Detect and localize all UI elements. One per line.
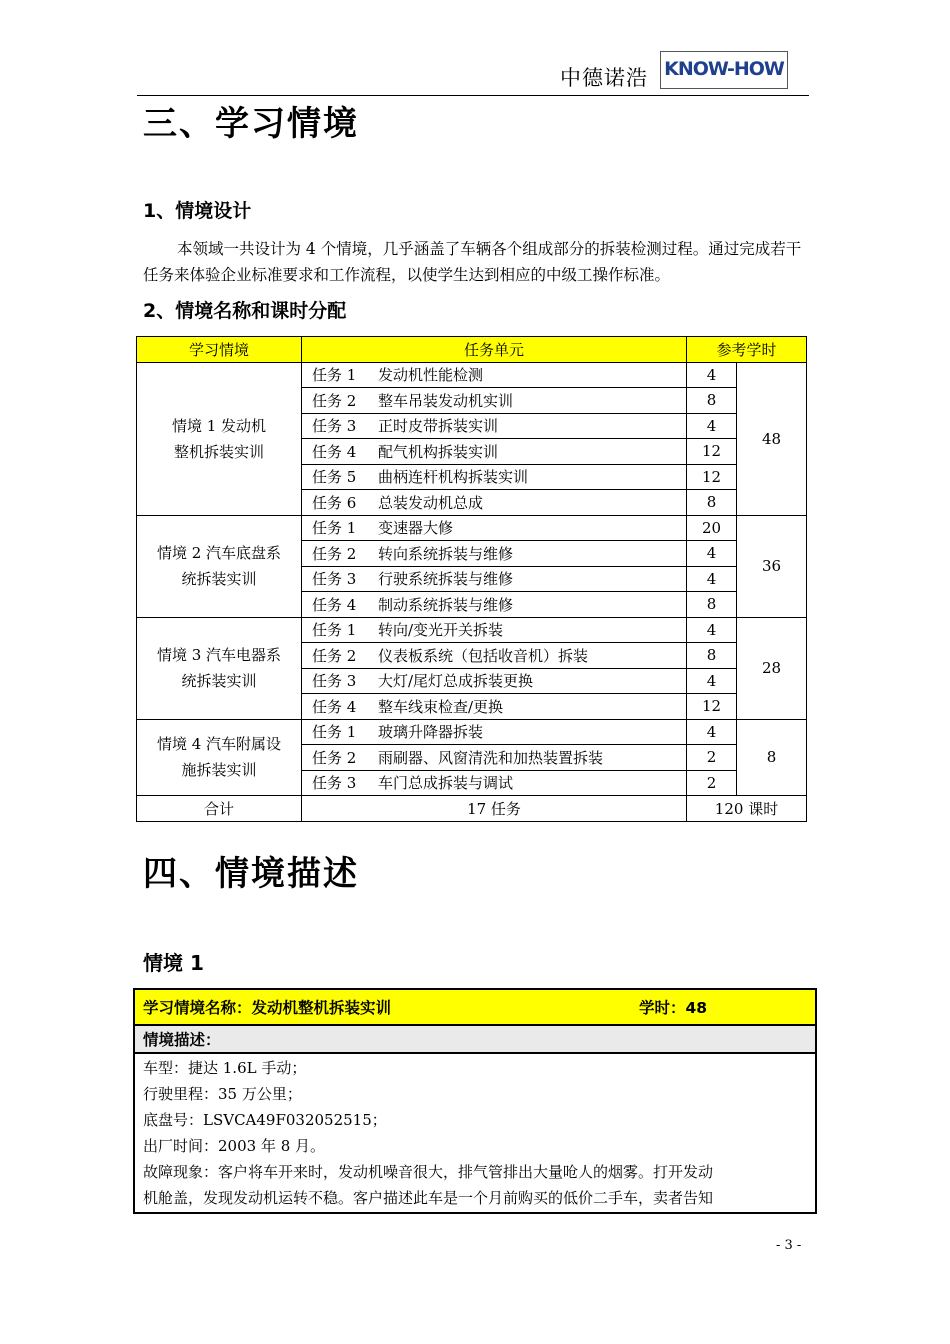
situation-cell	[137, 362, 302, 515]
task-hours: 12	[687, 694, 737, 720]
total-label: 合计	[137, 796, 302, 822]
logo-text: KNOW-HOW	[664, 58, 784, 80]
task-name: 变速器大修	[378, 519, 454, 538]
situation-name-line2: 施拆装实训	[181, 761, 257, 780]
task-number: 任务 6	[312, 493, 357, 512]
header-company-name: 中德诺浩	[560, 66, 648, 90]
subsection-1-title: 1、情境设计	[143, 200, 252, 222]
task-number: 任务 4	[312, 697, 357, 716]
task-number: 任务 1	[312, 621, 357, 640]
task-name: 转向系统拆装与维修	[378, 544, 514, 563]
description-line: 出厂时间：2003 年 8 月。	[143, 1137, 326, 1155]
task-name: 配气机构拆装实训	[378, 442, 499, 461]
task-cell	[302, 643, 687, 669]
task-name: 大灯/尾灯总成拆装更换	[378, 672, 534, 691]
header-task-unit: 任务单元	[302, 337, 687, 363]
situation-name-line2: 统拆装实训	[181, 570, 257, 588]
situation-hours-label: 学时：48	[639, 999, 708, 1017]
table-total-row	[137, 796, 807, 822]
task-cell	[302, 490, 687, 516]
description-line: 行驶里程：35 万公里；	[143, 1085, 302, 1103]
task-number: 任务 3	[312, 774, 357, 793]
intro-paragraph: 本领域一共设计为 4 个情境，几乎涵盖了车辆各个组成部分的拆装检测过程。通过完成若干任务来体验企业标准要求和工作流程，以使学生达到相应的中级工操作标准。	[143, 240, 802, 284]
task-hours: 8	[687, 490, 737, 516]
task-number: 任务 2	[312, 748, 357, 767]
table-row	[137, 515, 807, 541]
section-3-title: 三、学习情境	[143, 104, 359, 144]
task-name: 转向/变光开关拆装	[378, 621, 504, 640]
task-cell	[302, 439, 687, 465]
situation-name-line1: 情境 4 汽车附属设	[156, 735, 282, 754]
task-cell	[302, 464, 687, 490]
table-row	[137, 719, 807, 745]
situation-name-line1: 情境 1 发动机	[171, 416, 267, 435]
situation-cell	[137, 617, 302, 719]
task-hours: 20	[687, 515, 737, 541]
description-line: 底盘号：LSVCA49F032052515；	[143, 1111, 387, 1129]
task-hours: 8	[687, 643, 737, 669]
situation-name-line2: 统拆装实训	[181, 672, 257, 690]
task-hours: 4	[687, 541, 737, 567]
page-number: - 3 -	[776, 1238, 802, 1253]
situation-name-label: 学习情境名称：发动机整机拆装实训	[143, 999, 392, 1017]
task-cell	[302, 617, 687, 643]
task-hours: 4	[687, 413, 737, 439]
task-number: 任务 2	[312, 544, 357, 563]
task-cell	[302, 362, 687, 388]
task-cell	[302, 388, 687, 414]
task-cell	[302, 668, 687, 694]
task-number: 任务 3	[312, 672, 357, 691]
situation-total-hours: 36	[737, 515, 807, 617]
situation-total-hours: 28	[737, 617, 807, 719]
description-body	[134, 1053, 816, 1213]
task-cell	[302, 770, 687, 796]
task-name: 总装发动机总成	[378, 493, 484, 512]
task-name: 车门总成拆装与调试	[378, 774, 514, 793]
task-name: 仪表板系统（包括收音机）拆装	[378, 646, 589, 665]
task-number: 任务 4	[312, 442, 357, 461]
hours-allocation-table	[136, 336, 807, 822]
task-name: 雨刷器、风窗清洗和加热装置拆装	[378, 748, 604, 767]
task-number: 任务 3	[312, 570, 357, 589]
task-name: 整车吊装发动机实训	[378, 391, 514, 410]
task-name: 正时皮带拆装实训	[378, 417, 499, 436]
task-name: 曲柄连杆机构拆装实训	[378, 468, 529, 487]
task-hours: 12	[687, 464, 737, 490]
situation-name-line1: 情境 2 汽车底盘系	[156, 544, 282, 562]
task-name: 制动系统拆装与维修	[378, 595, 514, 614]
task-hours: 4	[687, 668, 737, 694]
description-line: 机舱盖，发现发动机运转不稳。客户描述此车是一个月前购买的低价二手车，卖者告知	[143, 1189, 714, 1207]
task-name: 整车线束检查/更换	[378, 697, 504, 716]
situation-description-box	[133, 988, 817, 1214]
task-cell	[302, 541, 687, 567]
task-hours: 4	[687, 566, 737, 592]
task-name: 行驶系统拆装与维修	[378, 570, 514, 589]
situation-cell	[137, 515, 302, 617]
table-row	[137, 362, 807, 388]
task-cell	[302, 515, 687, 541]
situation-total-hours: 48	[737, 362, 807, 515]
situation-total-hours: 8	[737, 719, 807, 796]
header-situation: 学习情境	[137, 337, 302, 363]
task-cell	[302, 566, 687, 592]
table-row	[137, 617, 807, 643]
know-how-logo	[660, 51, 788, 89]
description-line: 车型：捷达 1.6L 手动；	[143, 1059, 307, 1077]
task-hours: 2	[687, 770, 737, 796]
situation-cell	[137, 719, 302, 796]
task-number: 任务 4	[312, 595, 357, 614]
task-hours: 8	[687, 388, 737, 414]
task-number: 任务 1	[312, 519, 357, 538]
description-line: 故障现象：客户将车开来时，发动机噪音很大，排气管排出大量呛人的烟雾。打开发动	[143, 1163, 714, 1181]
header-reference-hours: 参考学时	[687, 337, 807, 363]
situation-heading: 情境 1	[143, 951, 204, 975]
task-hours: 2	[687, 745, 737, 771]
total-tasks: 17 任务	[302, 796, 687, 822]
task-cell	[302, 413, 687, 439]
task-name: 发动机性能检测	[378, 366, 484, 385]
table-header-row	[137, 337, 807, 363]
task-cell	[302, 694, 687, 720]
task-cell	[302, 719, 687, 745]
task-number: 任务 2	[312, 391, 357, 410]
task-cell	[302, 592, 687, 618]
task-hours: 8	[687, 592, 737, 618]
task-name: 玻璃升降器拆装	[378, 723, 484, 742]
task-number: 任务 3	[312, 417, 357, 436]
total-hours: 120 课时	[687, 796, 807, 822]
task-number: 任务 1	[312, 366, 357, 385]
task-cell	[302, 745, 687, 771]
task-number: 任务 5	[312, 468, 357, 487]
description-label: 情境描述：	[134, 1025, 816, 1053]
situation-name-line1: 情境 3 汽车电器系	[156, 646, 282, 664]
situation-name-line2: 整机拆装实训	[173, 442, 264, 461]
task-hours: 4	[687, 617, 737, 643]
description-header	[134, 989, 816, 1025]
task-number: 任务 2	[312, 646, 357, 665]
subsection-2-title: 2、情境名称和课时分配	[143, 300, 347, 322]
section-4-title: 四、情境描述	[143, 854, 359, 894]
task-hours: 12	[687, 439, 737, 465]
task-number: 任务 1	[312, 723, 357, 742]
task-hours: 4	[687, 362, 737, 388]
task-hours: 4	[687, 719, 737, 745]
